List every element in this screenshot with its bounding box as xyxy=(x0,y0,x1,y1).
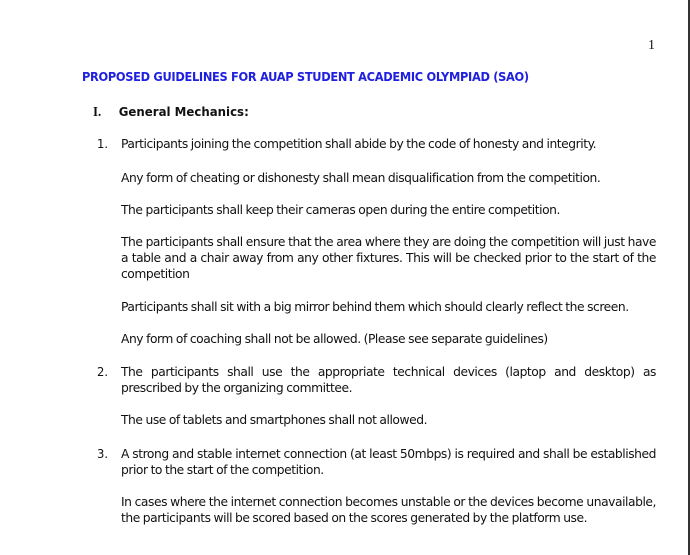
paragraph: Any form of coaching shall not be allowed. (Please see separate guidelines) xyxy=(121,332,548,346)
paragraph: The use of tablets and smartphones shall not allowed. xyxy=(121,413,428,427)
paragraph: Participants shall sit with a big mirror behind them which should clearly reflect the screen. xyxy=(121,300,629,314)
paragraph: Any form of cheating or dishonesty shall mean disqualification from the competition. xyxy=(121,171,601,185)
paragraph: The participants shall ensure that the area where they are doing the competition will just have a table and a chair away from any other fixtures. This will be checked prior to the start of the competition xyxy=(121,235,656,281)
section-numeral: I. xyxy=(93,105,102,120)
item-number: 1. xyxy=(97,136,109,151)
section-heading-text: General Mechanics: xyxy=(118,105,249,120)
paragraph: The participants shall use the appropriate technical devices (laptop and desktop) as prescribed by the organizing committee. xyxy=(121,365,656,395)
paragraph: A strong and stable internet connection (at least 50mbps) is required and shall be established prior to the start of the competition. xyxy=(121,447,656,477)
item-number: 2. xyxy=(97,364,109,379)
item-number: 3. xyxy=(97,446,109,461)
paragraph: Participants joining the competition shall abide by the code of honesty and integrity. xyxy=(121,137,597,151)
section-heading xyxy=(93,105,249,121)
paragraph: The participants shall keep their cameras open during the entire competition. xyxy=(121,203,560,217)
document-title: PROPOSED GUIDELINES FOR AUAP STUDENT ACADEMIC OLYMPIAD (SAO) xyxy=(82,69,529,84)
paragraph: In cases where the internet connection becomes unstable or the devices become unavailable, the participants will be scored based on the scores generated by the platform use. xyxy=(121,495,656,525)
page-number: 1 xyxy=(648,38,655,53)
